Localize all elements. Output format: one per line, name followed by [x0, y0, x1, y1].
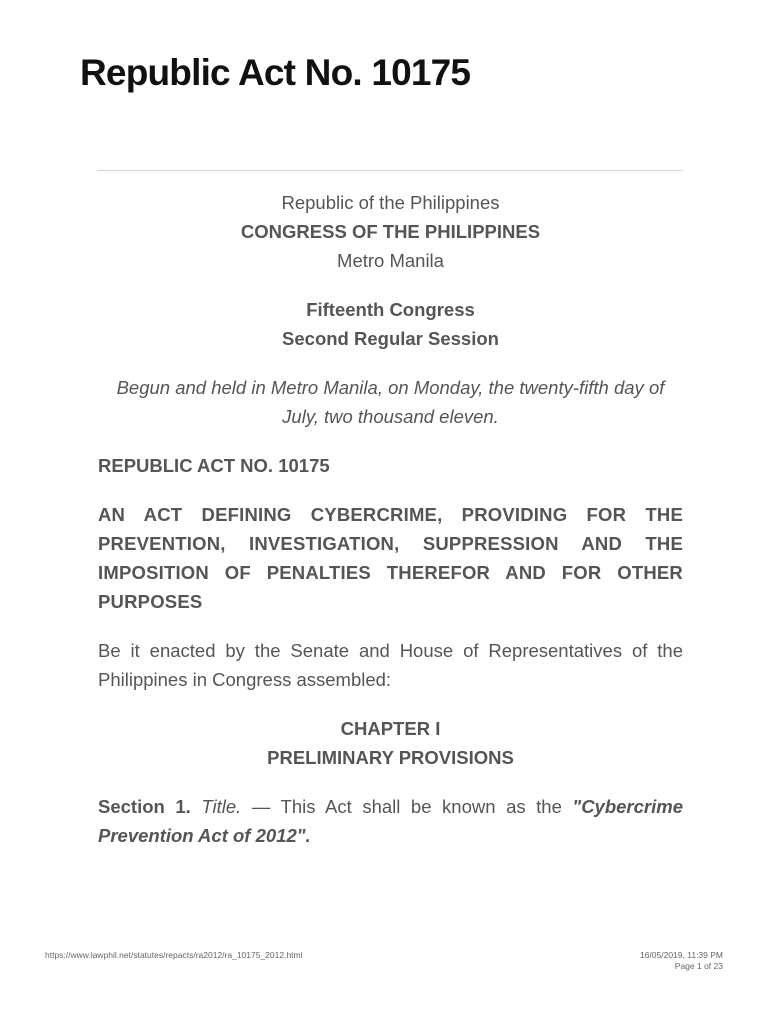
section-1 [98, 792, 683, 850]
document-body [98, 188, 683, 850]
title-divider [97, 170, 683, 171]
act-title: AN ACT DEFINING CYBERCRIME, PROVIDING FOR THE PREVENTION, INVESTIGATION, SUPPRESSION AND THE IMPOSITION OF PENALTIES THEREFOR AND FOR OTHER PURPOSES [98, 504, 683, 612]
begun-statement: Begun and held in Metro Manila, on Monday, the twenty-fifth day of July, two thousand eleven. [116, 377, 665, 427]
section-1-label: Section 1. [98, 796, 191, 817]
section-1-text: — This Act shall be known as the [241, 796, 573, 817]
section-1-short-title: "Cybercrime Prevention Act of 2012". [98, 796, 683, 846]
footer-datetime: 16/05/2019, 11:39 PM [639, 950, 723, 960]
chapter-number: CHAPTER I [340, 718, 441, 739]
act-number: REPUBLIC ACT NO. 10175 [98, 455, 330, 476]
congress-number: Fifteenth Congress [306, 299, 475, 320]
page-title: Republic Act No. 10175 [80, 52, 471, 93]
enacting-clause: Be it enacted by the Senate and House of Representatives of the Philippines in Congress assembled: [98, 640, 683, 690]
session-line: Second Regular Session [282, 328, 499, 349]
chapter-name: PRELIMINARY PROVISIONS [267, 747, 514, 768]
preamble-block [98, 188, 683, 275]
section-1-heading: Title. [201, 796, 242, 817]
footer-page-number: Page 1 of 23 [674, 961, 723, 971]
chapter-heading [98, 714, 683, 772]
footer-url: https://www.lawphil.net/statutes/repacts/ra2012/ra_10175_2012.html [45, 950, 303, 960]
location-line: Metro Manila [337, 250, 444, 271]
republic-line: Republic of the Philippines [281, 192, 500, 213]
session-block [98, 295, 683, 353]
congress-line: CONGRESS OF THE PHILIPPINES [240, 221, 541, 242]
footer-meta [640, 950, 723, 972]
